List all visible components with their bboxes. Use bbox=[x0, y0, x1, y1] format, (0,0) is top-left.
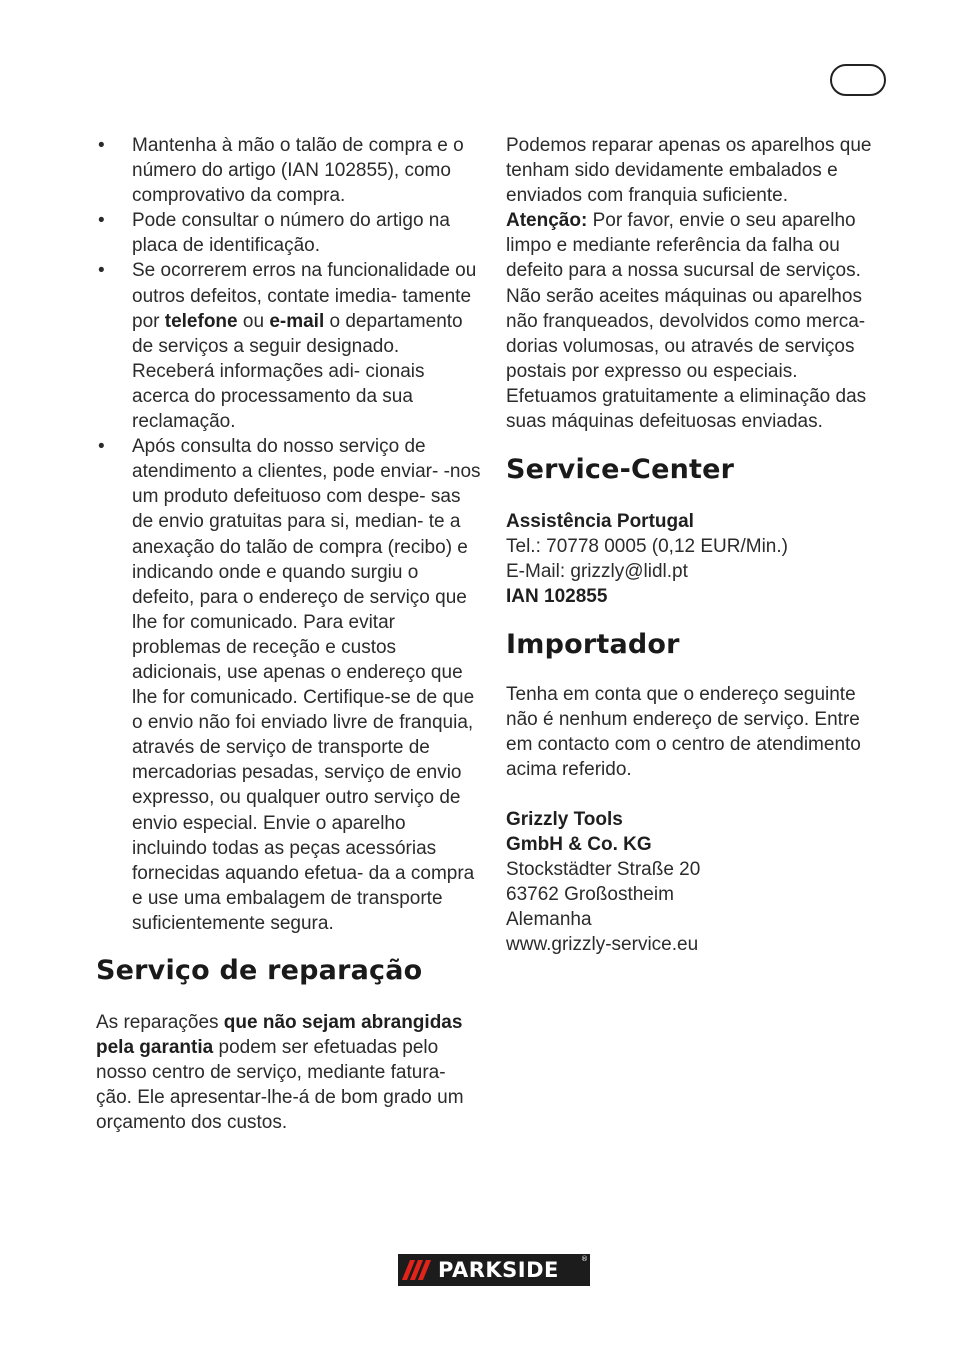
service-phone: Tel.: 70778 0005 (0,12 EUR/Min.) bbox=[506, 536, 788, 558]
list-item: • Se ocorrerem erros na funcionalidade ou outros defeitos, contate imedia- tamente por telefone ou e-mail o departamento de serviços a seguir designado. Receberá informações adi- cionais acerca do processamento da sua reclamação. bbox=[96, 258, 481, 434]
importer-company-form: GmbH & Co. KG bbox=[506, 833, 652, 855]
importer-city: 63762 Großostheim bbox=[506, 884, 674, 906]
importer-company: Grizzly Tools bbox=[506, 808, 623, 830]
list-item: • Mantenha à mão o talão de compra e o número do artigo (IAN 102855), como comprovativo da compra. bbox=[96, 133, 481, 208]
importer-heading: Importador bbox=[506, 628, 680, 660]
importer-note: Tenha em conta que o endereço seguinte não é nenhum endereço de serviço. Entre em contacto com o centro de atendimento acima referido. bbox=[506, 683, 861, 780]
left-column bbox=[96, 133, 481, 1135]
service-center-heading: Service-Center bbox=[506, 454, 735, 486]
service-ian: IAN 102855 bbox=[506, 586, 608, 608]
intro-paragraph: Podemos reparar apenas os aparelhos que tenham sido devidamente embalados e enviados com franquia suficiente. bbox=[506, 135, 872, 207]
parkside-logo bbox=[398, 1254, 590, 1286]
service-email: E-Mail: grizzly@lidl.pt bbox=[506, 561, 688, 583]
logo-text: PARKSIDE bbox=[438, 1258, 559, 1282]
attention-paragraph: Atenção: Por favor, envie o seu aparelho limpo e mediante referência da falha ou defeito para a nossa sucursal de serviços. Não serão aceites máquinas ou aparelhos não franqueados, devolvidos como merca- dorias volumosas, ou através de serviços postais por expresso ou especiais. Efetuamos gratuitamente a eliminação das suas máquinas defeituosas enviadas. bbox=[506, 210, 867, 433]
list-item: • Pode consultar o número do artigo na placa de identificação. bbox=[96, 208, 481, 258]
repair-heading: Serviço de reparação bbox=[96, 955, 423, 986]
right-column bbox=[506, 133, 891, 957]
service-name: Assistência Portugal bbox=[506, 511, 694, 533]
importer-country: Alemanha bbox=[506, 909, 592, 931]
repair-paragraph: As reparações que não sejam abrangidas pela garantia podem ser efetuadas pelo nosso centro de serviço, mediante fatura- ção. Ele apresentar-lhe-á de bom grado um orçamento dos custos. bbox=[96, 1012, 464, 1134]
language-badge bbox=[830, 64, 886, 96]
registered-mark: ® bbox=[581, 1255, 588, 1263]
logo-stripes-icon bbox=[398, 1254, 430, 1286]
instructions-list bbox=[96, 133, 481, 936]
list-item: • Após consulta do nosso serviço de atendimento a clientes, pode enviar- -nos um produto defeituoso com despe- sas de envio gratuitas para si, median- te a anexação do talão de compra (recibo) e indicando onde e quando surgiu o defeito, para o endereço de serviço que lhe for comunicado. Para evitar problemas de receção e custos adicionais, use apenas o endereço que lhe for comunicado. Certifique-se de que o envio não foi enviado livre de franquia, através de serviço de transporte de mercadorias pesadas, serviço de envio expresso, ou qualquer outro serviço de envio especial. Envie o aparelho incluindo todas as peças acessórias fornecidas aquando efetua- da a compra e use uma embalagem de transporte suficientemente segura. bbox=[96, 434, 481, 936]
importer-street: Stockstädter Straße 20 bbox=[506, 859, 701, 881]
importer-website: www.grizzly-service.eu bbox=[506, 934, 699, 956]
